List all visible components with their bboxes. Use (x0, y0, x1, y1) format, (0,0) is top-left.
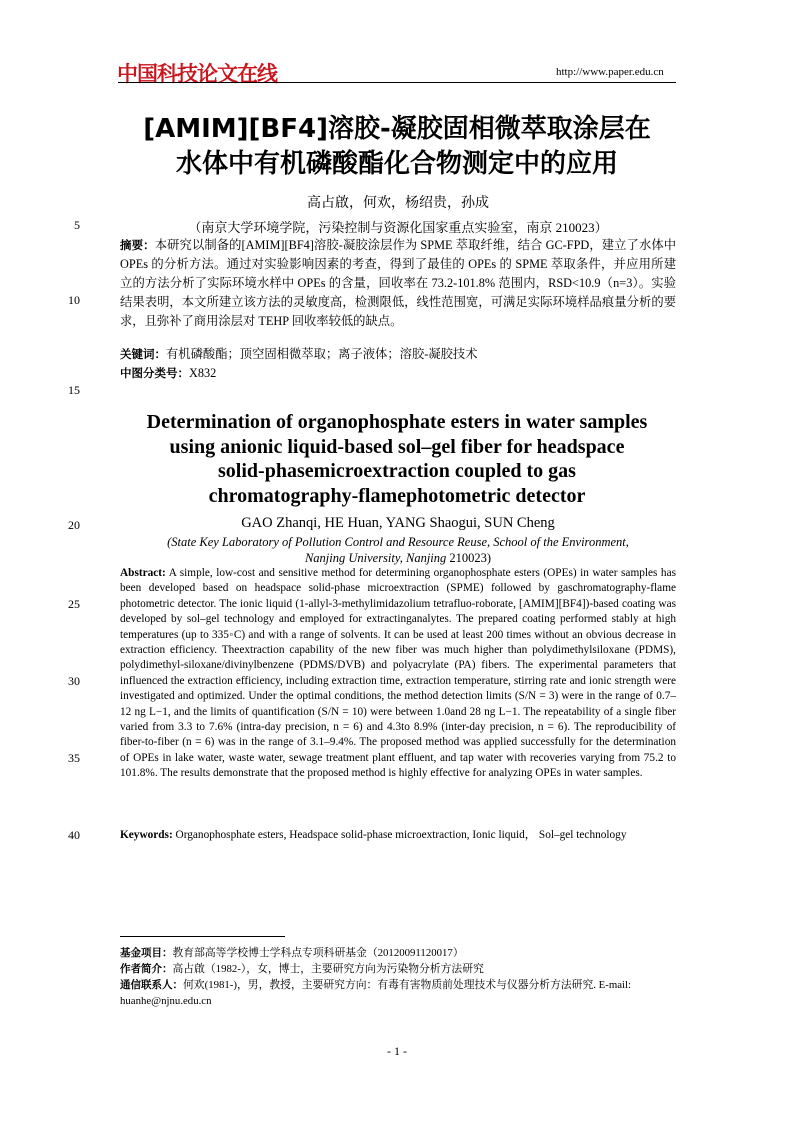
affiliation-en (120, 534, 676, 566)
footnotes (120, 945, 676, 1009)
keywords-zh (120, 345, 676, 364)
line-number: 10 (68, 293, 80, 307)
footnote-author-bio (120, 961, 676, 977)
header-url[interactable]: http://www.paper.edu.cn (556, 66, 664, 78)
affiliation-en-line1: (State Key Laboratory of Pollution Control and Resource Reuse, School of the Environment, (167, 535, 629, 549)
abstract-zh-text: 本研究以制备的[AMIM][BF4]溶胶-凝胶涂层作为 SPME 萃取纤维，结合 GC-FPD，建立了水体中 OPEs 的分析方法。通过对实验影响因素的考查，得到了最佳的 OPEs 的 SPME 萃取条件，并应用所建立的方法分析了实际环境水样中 OPEs 的含量，回收率在 73.2-101.8% 范围内，RSD<10.9（n=3）。实验结果表明，本文所建立该方法的灵敏度高，检测限低，线性范围宽，可满足实际环境样品痕量分析的要求，且弥补了商用涂层对 TEHP 回收率较低的缺点。 (120, 238, 677, 328)
abstract-en (120, 566, 676, 782)
header-divider (118, 82, 676, 83)
line-number: 5 (74, 218, 80, 232)
footnote-label: 基金项目： (120, 947, 173, 959)
authors-zh: 高占啟，何欢，杨绍贵，孙成 (307, 196, 489, 211)
line-number: 15 (68, 383, 80, 397)
abstract-en-label: Abstract: (120, 567, 166, 579)
footnote-text: 何欢(1981-)，男，教授，主要研究方向：有毒有害物质前处理技术与仪器分析方法研究. E-mail: huanhe@njnu.edu.cn (120, 979, 632, 1007)
footnote-label: 通信联系人： (120, 979, 183, 991)
title-zh-line1: [AMIM][BF4]溶胶-凝胶固相微萃取涂层在 (143, 114, 651, 144)
title-en-line3: solid-phasemicroextraction coupled to gas (218, 460, 576, 482)
page-number: - 1 - (387, 1044, 407, 1058)
abstract-zh (120, 236, 676, 331)
abstract-en-text: A simple, low-cost and sensitive method for determining organophosphate esters (OPEs) in water samples has been developed based on headspace solid-phase microextraction (SPME) followed by gaschromatography-flame photometric detector. The ionic liquid (1-allyl-3-methylimidazolium tetrafluo-roborate, [AMIM][BF4])-based coating was developed by sol–gel technology and employed for extractinganalytes. The prepared coating performed stably at high temperatures (up to 335◦C) and with a range of solvents. It can be used at least 200 times without an obvious decrease in extraction efficiency. Theextraction capability of the new fiber was much higher than polydimethylsiloxane (PDMS), polydimethyl-siloxane/divinylbenzene (PDMS/DVB) and polyacrylate (PA) fibers. The experimental parameters that influenced the extraction efficiency, including extraction time, extraction temperature, stirring rate and ionic strength were investigated and optimized. Under the optimal conditions, the method detection limits (S/N = 3) were in the range of 0.7–12 ng L−1, and the limits of quantification (S/N = 10) were between 1.0and 28 ng L−1. The repeatability of a single fiber varied from 3.3 to 7.6% (intra-day precision, n = 6) and 4.3to 8.9% (inter-day precision, n = 6). The reproducibility of fiber-to-fiber (n = 6) was in the range of 3.1–9.4%. The proposed method was applied successfully for the determination of OPEs in lake water, waste water, sewage treatment plant effluent, and tap water with recoveries varying from 75.2 to 101.8%. The results demonstrate that the proposed method is highly effective for analyzing OPEs in water samples. (120, 567, 676, 780)
footnote-correspondence (120, 977, 676, 1009)
line-number: 35 (68, 751, 80, 765)
abstract-zh-label: 摘要： (120, 238, 155, 252)
journal-logo: 中国科技论文在线 (117, 62, 277, 86)
footnote-funding (120, 945, 676, 961)
line-number: 20 (68, 518, 80, 532)
line-number: 40 (68, 828, 80, 842)
title-zh-line2: 水体中有机磷酸酯化合物测定中的应用 (175, 149, 618, 179)
classification-text: X832 (189, 366, 217, 380)
footnote-divider (120, 936, 285, 937)
title-en-line1: Determination of organophosphate esters in water samples (146, 411, 648, 433)
keywords-zh-label: 关键词： (120, 347, 166, 361)
title-en-line2: using anionic liquid-based sol–gel fiber for headspace (169, 436, 625, 458)
line-number: 30 (68, 674, 80, 688)
title-en-line4: chromatography-flamephotometric detector (208, 485, 586, 507)
authors-en: GAO Zhanqi, HE Huan, YANG Shaogui, SUN Cheng (241, 515, 555, 531)
affiliation-en-line2-italic: Nanjing University, Nanjing (304, 551, 447, 565)
classification (120, 364, 676, 383)
keywords-zh-text: 有机磷酸酯；顶空固相微萃取；离子液体；溶胶-凝胶技术 (166, 347, 478, 361)
keywords-en-text: Organophosphate esters, Headspace solid-phase microextraction, Ionic liquid， Sol–gel technology (175, 829, 627, 841)
classification-label: 中图分类号： (120, 366, 189, 380)
footnote-text: 高占啟（1982-），女，博士，主要研究方向为污染物分析方法研究 (172, 963, 484, 975)
keywords-en-label: Keywords: (120, 829, 173, 841)
footnote-label: 作者简介： (120, 963, 173, 975)
footnote-text: 教育部高等学校博士学科点专项科研基金（20120091120017） (172, 947, 464, 959)
keywords-en (120, 828, 676, 843)
line-number: 25 (68, 597, 80, 611)
affiliation-zh: （南京大学环境学院，污染控制与资源化国家重点实验室，南京 210023） (188, 220, 608, 235)
affiliation-en-line2-rest: 210023) (446, 551, 492, 565)
